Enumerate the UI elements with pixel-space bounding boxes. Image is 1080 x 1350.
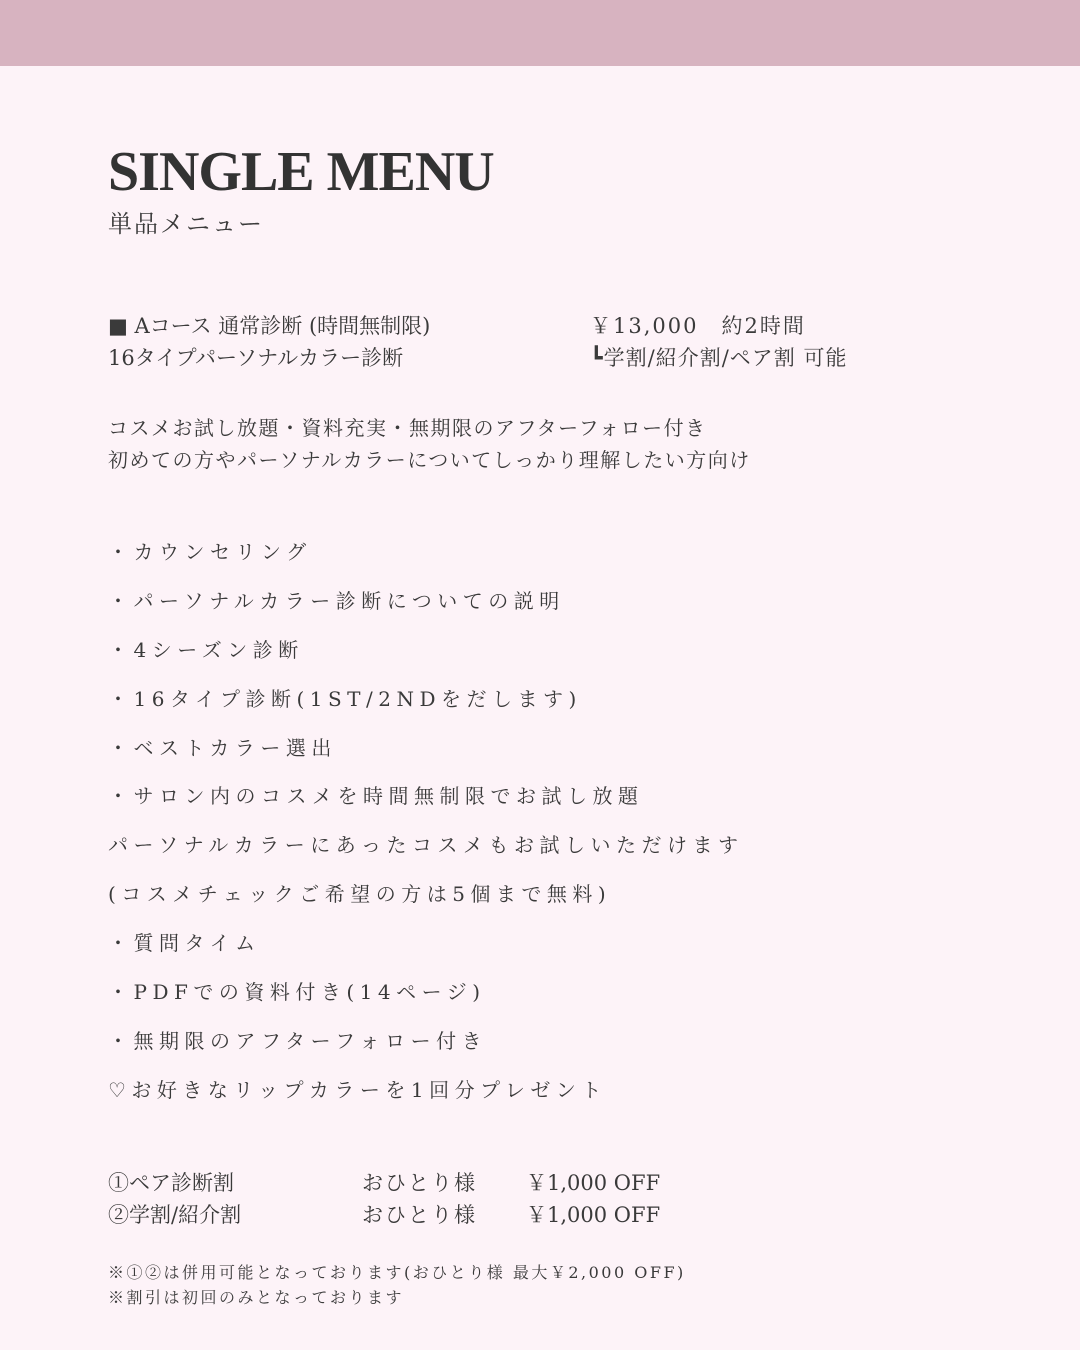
top-color-band	[0, 0, 1080, 66]
footnote: ※割引は初回のみとなっております	[108, 1288, 405, 1307]
list-item: (コスメチェックご希望の方は5個まで無料)	[108, 882, 612, 907]
discount-label: ①ペア診断割	[108, 1171, 234, 1195]
list-item: ・質問タイム	[108, 931, 261, 956]
course-price: ￥13,000 約2時間	[590, 314, 806, 338]
discount-amount: ￥1,000 OFF	[526, 1171, 661, 1195]
list-item: ・PDFでの資料付き(14ページ)	[108, 980, 486, 1005]
course-name: ■ Aコース 通常診断 (時間無制限)	[108, 314, 431, 338]
description-line: コスメお試し放題・資料充実・無期限のアフターフォロー付き	[108, 416, 707, 440]
discount-per-person: おひとり様	[362, 1171, 477, 1195]
list-item: ・サロン内のコスメを時間無制限でお試し放題	[108, 784, 644, 809]
discount-per-person: おひとり様	[362, 1203, 477, 1227]
footnote: ※①②は併用可能となっております(おひとり様 最大￥2,000 OFF)	[108, 1263, 686, 1282]
list-item: パーソナルカラーにあったコスメもお試しいただけます	[108, 833, 744, 858]
list-item: ・カウンセリング	[108, 540, 312, 564]
list-item: ・ベストカラー選出	[108, 735, 337, 760]
list-item: ♡お好きなリップカラーを1回分プレゼント	[108, 1077, 607, 1102]
description-line: 初めての方やパーソナルカラーについてしっかり理解したい方向け	[108, 448, 751, 472]
course-type: 16タイプパーソナルカラー診断	[108, 346, 404, 370]
list-item: ・パーソナルカラー診断についての説明	[108, 588, 565, 613]
discount-label: ②学割/紹介割	[108, 1203, 242, 1227]
list-item: ・無期限のアフターフォロー付き	[108, 1028, 488, 1053]
included-items-list	[108, 536, 744, 1123]
list-item: ・16タイプ診断(1ST/2NDをだします)	[108, 686, 582, 711]
list-item: ・4シーズン診断	[108, 637, 304, 662]
discount-amount: ￥1,000 OFF	[526, 1203, 661, 1227]
course-discount-note: ┗学割/紹介割/ペア割 可能	[590, 346, 848, 370]
page-title: SINGLE MENU	[108, 141, 494, 203]
page-subtitle: 単品メニュー	[108, 210, 264, 238]
